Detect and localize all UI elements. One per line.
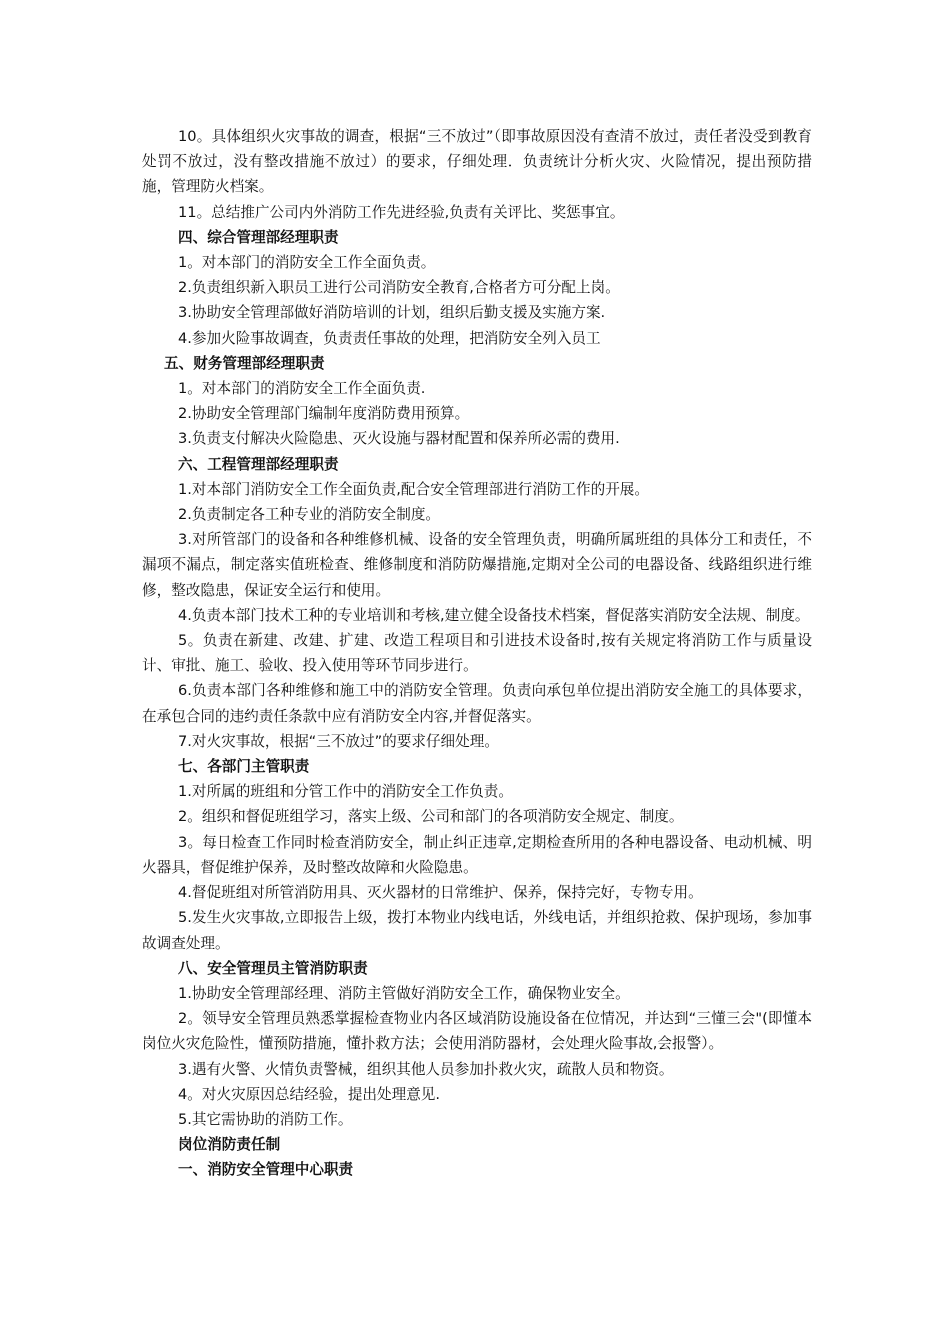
- paragraph: 1。对本部门的消防安全工作全面负责。: [178, 254, 436, 272]
- section-heading: 五、财务管理部经理职责: [164, 354, 325, 372]
- paragraph: 4.参加火险事故调查，负责责任事故的处理，把消防安全列入员工: [178, 329, 601, 347]
- paragraph: 2.协助安全管理部门编制年度消防费用预算。: [178, 405, 470, 423]
- paragraph: 3.对所管部门的设备和各种维修机械、设备的安全管理负责，明确所属班组的具体分工和责任，不漏项不漏点，制定落实值班检查、维修制度和消防防爆措施,定期对全公司的电器设备、线路组织进行维修，整改隐患，保证安全运行和使用。: [142, 531, 812, 599]
- paragraph: 1.对所属的班组和分管工作中的消防安全工作负责。: [178, 783, 513, 801]
- paragraph: 3.遇有火警、火情负责警械，组织其他人员参加扑救火灾，疏散人员和物资。: [178, 1060, 674, 1078]
- section-heading: 岗位消防责任制: [178, 1136, 281, 1154]
- paragraph: 5。负责在新建、改建、扩建、改造工程项目和引进技术设备时,按有关规定将消防工作与质量设计、审批、施工、验收、投入使用等环节同步进行。: [142, 632, 812, 675]
- paragraph: 1.对本部门消防安全工作全面负责,配合安全管理部进行消防工作的开展。: [178, 480, 649, 498]
- paragraph: 4.负责本部门技术工种的专业培训和考核,建立健全设备技术档案，督促落实消防安全法规、制度。: [178, 606, 810, 624]
- section-heading: 一、消防安全管理中心职责: [178, 1161, 354, 1179]
- section-heading: 四、综合管理部经理职责: [178, 228, 339, 246]
- paragraph: 1.协助安全管理部经理、消防主管做好消防安全工作，确保物业安全。: [178, 984, 630, 1002]
- paragraph: 5.发生火灾事故,立即报告上级，拨打本物业内线电话，外线电话，并组织抢救、保护现场，参加事故调查处理。: [142, 909, 812, 952]
- paragraph: 4。对火灾原因总结经验，提出处理意见.: [178, 1085, 441, 1103]
- document-page: [142, 124, 812, 1183]
- paragraph: 2.负责组织新入职员工进行公司消防安全教育,合格者方可分配上岗。: [178, 279, 620, 297]
- paragraph: 5.其它需协助的消防工作。: [178, 1110, 353, 1128]
- paragraph: 11。总结推广公司内外消防工作先进经验,负责有关评比、奖惩事宜。: [178, 203, 625, 221]
- paragraph: 6.负责本部门各种维修和施工中的消防安全管理。负责向承包单位提出消防安全施工的具体要求，在承包合同的违约责任条款中应有消防安全内容,并督促落实。: [142, 682, 812, 725]
- paragraph: 10。具体组织火灾事故的调查，根据“三不放过”（即事故原因没有查清不放过，责任者没受到教育处罚不放过，没有整改措施不放过）的要求，仔细处理．负责统计分析火灾、火险情况，提出预防措施，管理防火档案。: [142, 128, 812, 196]
- paragraph: 4.督促班组对所管消防用具、灭火器材的日常维护、保养，保持完好，专物专用。: [178, 884, 703, 902]
- paragraph: 2。组织和督促班组学习，落实上级、公司和部门的各项消防安全规定、制度。: [178, 808, 684, 826]
- paragraph: 1。对本部门的消防安全工作全面负责.: [178, 380, 426, 398]
- paragraph: 2.负责制定各工种专业的消防安全制度。: [178, 506, 441, 524]
- paragraph: 7.对火灾事故，根据“三不放过”的要求仔细处理。: [178, 732, 499, 750]
- section-heading: 八、安全管理员主管消防职责: [178, 959, 368, 977]
- section-heading: 六、工程管理部经理职责: [178, 455, 339, 473]
- paragraph: 2。领导安全管理员熟悉掌握检查物业内各区域消防设施设备在位情况，并达到“三懂三会"(即懂本岗位火灾危险性，懂预防措施，懂扑救方法；会使用消防器材，会处理火险事故,会报警）。: [142, 1010, 812, 1053]
- section-heading: 七、各部门主管职责: [178, 758, 310, 776]
- paragraph: 3。每日检查工作同时检查消防安全，制止纠正违章,定期检查所用的各种电器设备、电动机械、明火器具，督促维护保养，及时整改故障和火险隐患。: [142, 833, 812, 876]
- paragraph: 3.负责支付解决火险隐患、灭火设施与器材配置和保养所必需的费用.: [178, 430, 620, 448]
- paragraph: 3.协助安全管理部做好消防培训的计划，组织后勤支援及实施方案.: [178, 304, 606, 322]
